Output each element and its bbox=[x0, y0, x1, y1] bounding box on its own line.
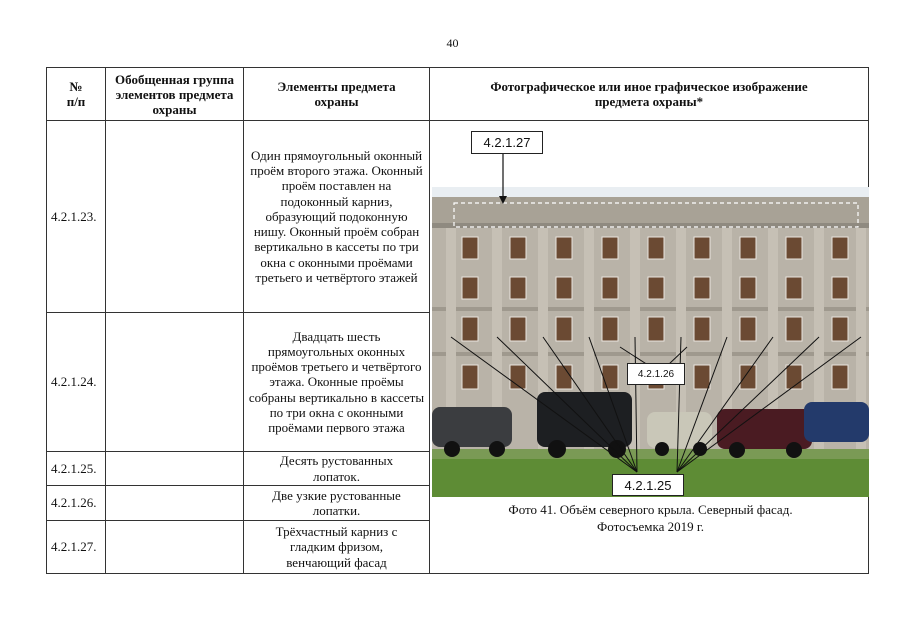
row-description: Десять рустованных лопаток. bbox=[279, 453, 394, 484]
row-number: 4.2.1.23. bbox=[51, 208, 97, 224]
header-elements: Элементы предмета охраны bbox=[277, 79, 396, 109]
row-description: Трёхчастный карниз с гладким фризом, венчающий фасад bbox=[275, 524, 398, 570]
label-narrow-pilasters: 4.2.1.26 bbox=[627, 363, 685, 385]
label-cornice: 4.2.1.27 bbox=[471, 131, 543, 154]
row-description: Один прямоугольный оконный проём второго этажа. Оконный проём поставлен на подоконный карниз, образующий подоконную нишу. Оконный проём собран вертикально в кассеты по три окна с оконными проёмами третьего и четвёртого этажей bbox=[250, 148, 423, 285]
caption-line: Фотосъемка 2019 г. bbox=[597, 519, 704, 534]
facade-photo bbox=[432, 187, 869, 497]
row-description: Две узкие рустованные лопатки. bbox=[272, 487, 401, 518]
page-number: 40 bbox=[446, 36, 459, 50]
header-group: Обобщенная группа элементов предмета охраны bbox=[115, 71, 234, 117]
photo-caption bbox=[432, 501, 869, 535]
label-pilasters: 4.2.1.25 bbox=[612, 474, 684, 496]
row-description: Двадцать шесть прямоугольных оконных проёмов третьего и четвёртого этажа. Оконные проёмы собраны вертикально в кассеты по три окна с оконными проёмами первого этажа bbox=[248, 328, 425, 435]
row-number: 4.2.1.25. bbox=[51, 460, 97, 476]
row-number: 4.2.1.24. bbox=[51, 374, 97, 389]
row-number: 4.2.1.27. bbox=[51, 539, 97, 554]
header-number: № п/п bbox=[66, 79, 86, 109]
row-number: 4.2.1.26. bbox=[51, 495, 97, 510]
header-image: Фотографическое или иное графическое изображение предмета охраны* bbox=[490, 79, 808, 109]
caption-line: Фото 41. Объём северного крыла. Северный фасад. bbox=[508, 502, 793, 517]
